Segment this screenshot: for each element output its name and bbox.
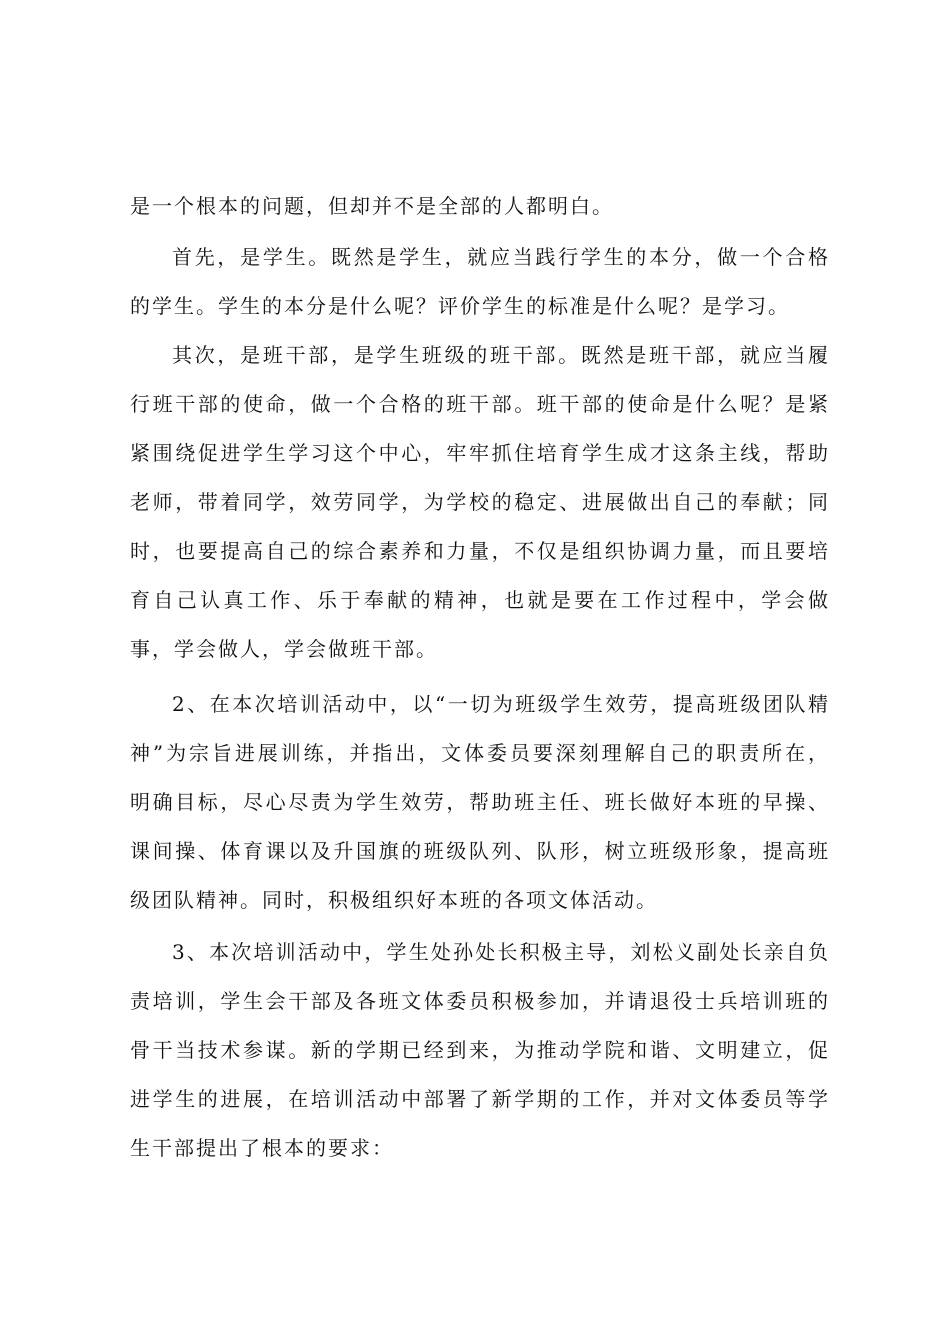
paragraph-student xyxy=(130,233,830,331)
text-line: 育自己认真工作、乐于奉献的精神，也就是要在工作过程中，学会做 xyxy=(130,588,830,612)
text-line: 的学生。学生的本分是什么呢？评价学生的标准是什么呢？是学习。 xyxy=(130,294,790,318)
paragraph-continued xyxy=(130,182,830,231)
paragraph-item-3 xyxy=(130,928,830,1173)
text-line: 老师，带着同学，效劳同学，为学校的稳定、进展做出自己的奉献；同 xyxy=(130,490,830,514)
text-line: 生干部提出了根本的要求： xyxy=(130,1136,394,1160)
text-line: 课间操、体育课以及升国旗的班级队列、队形，树立班级形象，提高班 xyxy=(130,839,830,863)
text-line: 其次，是班干部，是学生班级的班干部。既然是班干部，就应当履 xyxy=(172,343,830,367)
text-line: 时，也要提高自己的综合素养和力量，不仅是组织协调力量，而且要培 xyxy=(130,539,830,563)
text-line: 神”为宗旨进展训练，并指出，文体委员要深刻理解自己的职责所在， xyxy=(130,741,830,765)
text-line: 行班干部的使命，做一个合格的班干部。班干部的使命是什么呢？是紧 xyxy=(130,392,830,416)
text-line: 进学生的进展，在培训活动中部署了新学期的工作，并对文体委员等学 xyxy=(130,1087,830,1111)
text-line: 是一个根本的问题，但却并不是全部的人都明白。 xyxy=(130,194,614,218)
text-line: 2、在本次培训活动中，以“一切为班级学生效劳，提高班级团队精 xyxy=(172,692,830,716)
paragraph-item-2 xyxy=(130,680,830,925)
text-line: 骨干当技术参谋。新的学期已经到来，为推动学院和谐、文明建立，促 xyxy=(130,1038,830,1062)
text-line: 首先，是学生。既然是学生，就应当践行学生的本分，做一个合格 xyxy=(172,245,830,269)
text-line: 事，学会做人，学会做班干部。 xyxy=(130,637,438,661)
text-line: 责培训，学生会干部及各班文体委员积极参加，并请退役士兵培训班的 xyxy=(130,989,830,1013)
text-line: 明确目标，尽心尽责为学生效劳，帮助班主任、班长做好本班的早操、 xyxy=(130,790,830,814)
paragraph-class-cadre xyxy=(130,331,830,674)
text-line: 紧围绕促进学生学习这个中心，牢牢抓住培育学生成才这条主线，帮助 xyxy=(130,441,830,465)
text-line: 3、本次培训活动中，学生处孙处长积极主导，刘松义副处长亲自负 xyxy=(172,940,830,964)
text-line: 级团队精神。同时，积极组织好本班的各项文体活动。 xyxy=(130,888,658,912)
